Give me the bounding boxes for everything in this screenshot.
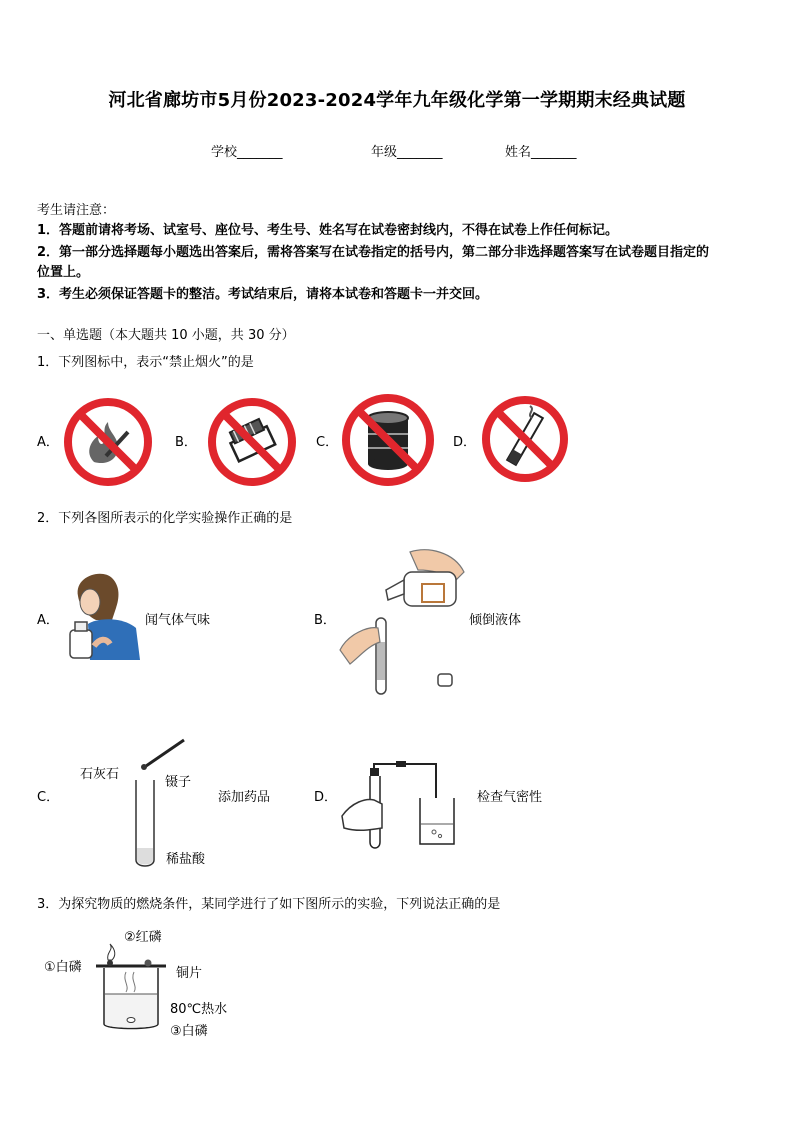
combustion-experiment-illustration bbox=[96, 944, 166, 1032]
pouring-liquid-illustration bbox=[338, 546, 468, 694]
school-field-label: 学校_______ bbox=[211, 145, 283, 160]
q1-stem: 1．下列图标中，表示“禁止烟火”的是 bbox=[37, 355, 254, 370]
q2-option-d-label: D． bbox=[314, 790, 338, 805]
white-phosphorus-3-label: ③白磷 bbox=[170, 1024, 208, 1039]
red-phosphorus-label: ②红磷 bbox=[124, 930, 162, 945]
name-field-label: 姓名_______ bbox=[505, 145, 577, 160]
no-fire-icon bbox=[62, 396, 154, 488]
q2-d-caption: 检查气密性 bbox=[477, 790, 543, 805]
dilute-hcl-label: 稀盐酸 bbox=[166, 852, 206, 867]
q2-b-caption: 倾倒液体 bbox=[469, 613, 522, 628]
notice-item-1: 1．答题前请将考场、试室号、座位号、考生号、姓名写在试卷密封线内，不得在试卷上作任何标记。 bbox=[37, 223, 619, 238]
q2-c-caption: 添加药品 bbox=[218, 790, 271, 805]
no-matches-icon bbox=[206, 396, 298, 488]
copper-sheet-label: 铜片 bbox=[176, 966, 203, 981]
q1-option-b-label: B． bbox=[175, 435, 197, 450]
no-barrel-icon bbox=[340, 392, 436, 488]
notice-item-2: 2．第一部分选择题每小题选出答案后，需将答案写在试卷指定的括号内，第二部分非选择题答案写在试卷题目指定的 bbox=[37, 245, 710, 260]
q1-option-c-label: C． bbox=[316, 435, 339, 450]
smelling-gas-illustration bbox=[66, 568, 142, 660]
q2-stem: 2．下列各图所表示的化学实验操作正确的是 bbox=[37, 511, 293, 526]
notice-item-2-cont: 位置上。 bbox=[37, 265, 90, 280]
notice-heading: 考生请注意： bbox=[37, 203, 116, 218]
white-phosphorus-1-label: ①白磷 bbox=[44, 960, 82, 975]
q1-option-d-label: D． bbox=[453, 435, 477, 450]
limestone-label: 石灰石 bbox=[80, 767, 120, 782]
q2-a-caption: 闻气体气味 bbox=[145, 613, 211, 628]
notice-item-3: 3．考生必须保证答题卡的整洁。考试结束后，请将本试卷和答题卡一并交回。 bbox=[37, 287, 489, 302]
section-heading: 一、单选题（本大题共 10 小题，共 30 分） bbox=[37, 328, 295, 343]
q2-option-b-label: B． bbox=[314, 613, 336, 628]
q3-stem: 3．为探究物质的燃烧条件，某同学进行了如下图所示的实验，下列说法正确的是 bbox=[37, 897, 501, 912]
page-title: 河北省廊坊市5月份2023-2024学年九年级化学第一学期期末经典试题 bbox=[108, 90, 686, 111]
q2-option-c-label: C． bbox=[37, 790, 60, 805]
airtightness-check-illustration bbox=[340, 758, 464, 852]
q2-option-a-label: A． bbox=[37, 613, 59, 628]
q1-option-a-label: A． bbox=[37, 435, 59, 450]
grade-field-label: 年级_______ bbox=[371, 145, 443, 160]
no-smoking-icon bbox=[480, 394, 570, 484]
hot-water-label: 80℃热水 bbox=[170, 1002, 228, 1017]
tweezers-label: 镊子 bbox=[165, 775, 192, 790]
